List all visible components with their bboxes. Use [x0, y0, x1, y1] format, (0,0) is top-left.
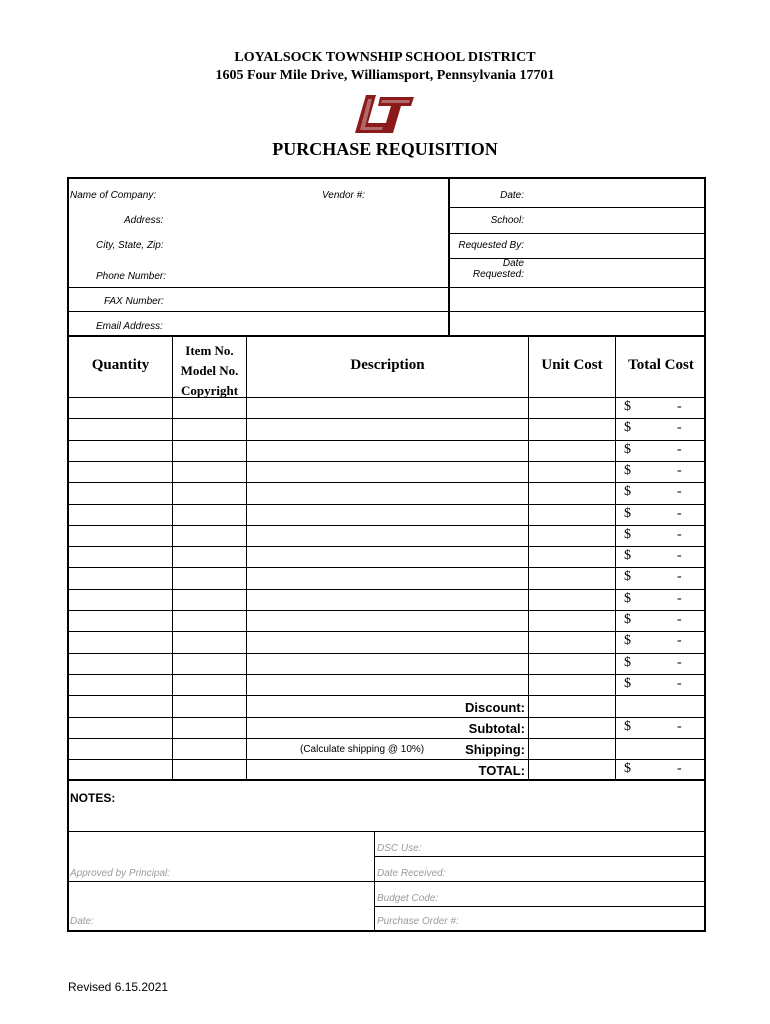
vendor-number-label: Vendor #:: [322, 190, 365, 201]
total-value: -: [677, 761, 682, 776]
item-number-cell[interactable]: [174, 441, 245, 460]
total-label: TOTAL:: [478, 763, 525, 778]
item-number-cell[interactable]: [174, 462, 245, 481]
subtotal-label: Subtotal:: [468, 721, 525, 736]
row-total-currency: $: [624, 463, 631, 478]
row-total-value: -: [677, 569, 682, 584]
description-cell[interactable]: [248, 526, 527, 545]
date-received-field[interactable]: [460, 860, 700, 878]
description-cell[interactable]: [248, 398, 527, 417]
budget-code-field[interactable]: [460, 885, 700, 903]
row-total-value: -: [677, 484, 682, 499]
district-address: 1605 Four Mile Drive, Williamsport, Pennsylvania 17701: [215, 68, 555, 83]
description-cell[interactable]: [248, 632, 527, 651]
row-total-currency: $: [624, 506, 631, 521]
unit-cost-cell[interactable]: [530, 675, 614, 694]
item-number-cell[interactable]: [174, 675, 245, 694]
shipping-label: Shipping:: [465, 742, 525, 757]
total-currency: $: [624, 761, 631, 776]
date-received-label: Date Received:: [377, 868, 446, 879]
quantity-cell[interactable]: [70, 590, 171, 609]
quantity-cell[interactable]: [70, 654, 171, 673]
description-cell[interactable]: [248, 547, 527, 566]
row-total-value: -: [677, 506, 682, 521]
description-cell[interactable]: [248, 590, 527, 609]
row-total-value: -: [677, 633, 682, 648]
item-number-cell[interactable]: [174, 568, 245, 587]
unit-cost-cell[interactable]: [530, 547, 614, 566]
unit-cost-cell[interactable]: [530, 441, 614, 460]
quantity-header: Quantity: [91, 357, 150, 373]
email-address-label: Email Address:: [96, 321, 163, 332]
company-name-field[interactable]: [170, 186, 320, 204]
unit-cost-cell[interactable]: [530, 632, 614, 651]
quantity-cell[interactable]: [70, 675, 171, 694]
city-state-zip-field[interactable]: [172, 236, 444, 254]
copyright-header: Copyright: [180, 383, 239, 398]
notes-field[interactable]: [70, 806, 702, 830]
item-number-cell[interactable]: [174, 632, 245, 651]
unit-cost-cell[interactable]: [530, 483, 614, 502]
quantity-cell[interactable]: [70, 398, 171, 417]
item-number-cell[interactable]: [174, 398, 245, 417]
date-field[interactable]: [530, 184, 702, 206]
row-total-value: -: [677, 420, 682, 435]
quantity-cell[interactable]: [70, 505, 171, 524]
row-total-value: -: [677, 591, 682, 606]
unit-cost-cell[interactable]: [530, 611, 614, 630]
row-total-currency: $: [624, 612, 631, 627]
row-total-currency: $: [624, 569, 631, 584]
row-total-value: -: [677, 527, 682, 542]
unit-cost-cell[interactable]: [530, 419, 614, 438]
fax-number-label: FAX Number:: [104, 296, 164, 307]
vendor-number-field[interactable]: [376, 186, 444, 204]
description-cell[interactable]: [248, 654, 527, 673]
district-logo: [352, 93, 416, 135]
quantity-cell[interactable]: [70, 526, 171, 545]
row-total-currency: $: [624, 548, 631, 563]
row-total-value: -: [677, 612, 682, 627]
purchase-order-field[interactable]: [470, 909, 700, 927]
quantity-cell[interactable]: [70, 419, 171, 438]
item-number-cell[interactable]: [174, 590, 245, 609]
email-address-field[interactable]: [172, 316, 444, 334]
requested-by-label: Requested By:: [458, 240, 524, 251]
date-label: Date:: [500, 190, 524, 201]
city-state-zip-label: City, State, Zip:: [96, 240, 164, 251]
description-cell[interactable]: [248, 483, 527, 502]
phone-number-field[interactable]: [172, 266, 444, 284]
shipping-note: (Calculate shipping @ 10%): [300, 744, 425, 755]
row-total-value: -: [677, 463, 682, 478]
unit-cost-cell[interactable]: [530, 526, 614, 545]
description-header: Description: [350, 357, 425, 373]
quantity-cell[interactable]: [70, 632, 171, 651]
row-total-value: -: [677, 655, 682, 670]
item-model-copyright-header: [173, 341, 246, 401]
subtotal-currency: $: [624, 719, 631, 734]
row-total-currency: $: [624, 484, 631, 499]
school-label: School:: [490, 215, 524, 226]
row-total-currency: $: [624, 442, 631, 457]
item-number-cell[interactable]: [174, 419, 245, 438]
item-number-cell[interactable]: [174, 526, 245, 545]
notes-label: NOTES:: [70, 791, 116, 805]
principal-signature-field[interactable]: [70, 834, 370, 879]
date-requested-line1: Date: [502, 258, 524, 269]
quantity-cell[interactable]: [70, 547, 171, 566]
row-total-value: -: [677, 442, 682, 457]
row-total-currency: $: [624, 633, 631, 648]
quantity-cell[interactable]: [70, 483, 171, 502]
shipping-field[interactable]: [529, 739, 615, 759]
purchase-order-label: Purchase Order #:: [377, 916, 459, 927]
discount-field[interactable]: [529, 697, 615, 717]
requested-by-field[interactable]: [530, 235, 702, 257]
unit-cost-cell[interactable]: [530, 590, 614, 609]
row-total-currency: $: [624, 420, 631, 435]
item-number-cell[interactable]: [174, 654, 245, 673]
unit-cost-header: Unit Cost: [541, 357, 603, 373]
unit-cost-cell[interactable]: [530, 505, 614, 524]
description-cell[interactable]: [248, 505, 527, 524]
fax-number-field[interactable]: [172, 292, 444, 310]
unit-cost-cell[interactable]: [530, 654, 614, 673]
row-total-value: -: [677, 399, 682, 414]
quantity-cell[interactable]: [70, 441, 171, 460]
unit-cost-cell[interactable]: [530, 462, 614, 481]
row-total-value: -: [677, 548, 682, 563]
district-name: LOYALSOCK TOWNSHIP SCHOOL DISTRICT: [234, 50, 536, 65]
row-total-value: -: [677, 676, 682, 691]
address-label: Address:: [124, 215, 164, 226]
approval-date-label: Date:: [70, 916, 94, 927]
row-total-currency: $: [624, 591, 631, 606]
approval-date-field[interactable]: [100, 909, 370, 927]
item-no-header: Item No.: [185, 343, 234, 358]
unit-cost-cell[interactable]: [530, 568, 614, 587]
budget-code-label: Budget Code:: [377, 893, 439, 904]
quantity-cell[interactable]: [70, 568, 171, 587]
row-total-currency: $: [624, 655, 631, 670]
row-total-currency: $: [624, 527, 631, 542]
revision-note: Revised 6.15.2021: [68, 980, 169, 994]
description-cell[interactable]: [248, 462, 527, 481]
date-requested-field[interactable]: [530, 261, 702, 285]
quantity-cell[interactable]: [70, 611, 171, 630]
item-number-cell[interactable]: [174, 611, 245, 630]
quantity-cell[interactable]: [70, 462, 171, 481]
description-cell[interactable]: [248, 441, 527, 460]
dsc-use-label: DSC Use:: [377, 843, 422, 854]
description-cell[interactable]: [248, 611, 527, 630]
row-total-currency: $: [624, 676, 631, 691]
item-number-cell[interactable]: [174, 547, 245, 566]
total-cost-header: Total Cost: [628, 357, 694, 373]
description-cell[interactable]: [248, 419, 527, 438]
date-requested-line2: Requested:: [472, 269, 524, 280]
phone-number-label: Phone Number:: [96, 271, 167, 282]
form-title: PURCHASE REQUISITION: [272, 139, 498, 159]
item-number-cell[interactable]: [174, 483, 245, 502]
item-number-cell[interactable]: [174, 505, 245, 524]
company-name-label: Name of Company:: [70, 190, 157, 201]
subtotal-value: -: [677, 719, 682, 734]
approved-by-principal-label: Approved by Principal:: [70, 868, 171, 879]
description-cell[interactable]: [248, 568, 527, 587]
model-no-header: Model No.: [180, 363, 239, 378]
date-requested-label: [473, 258, 524, 280]
description-cell[interactable]: [248, 675, 527, 694]
row-total-currency: $: [624, 399, 631, 414]
unit-cost-cell[interactable]: [530, 398, 614, 417]
address-field[interactable]: [172, 211, 444, 229]
school-field[interactable]: [530, 210, 702, 232]
discount-label: Discount:: [465, 700, 525, 715]
